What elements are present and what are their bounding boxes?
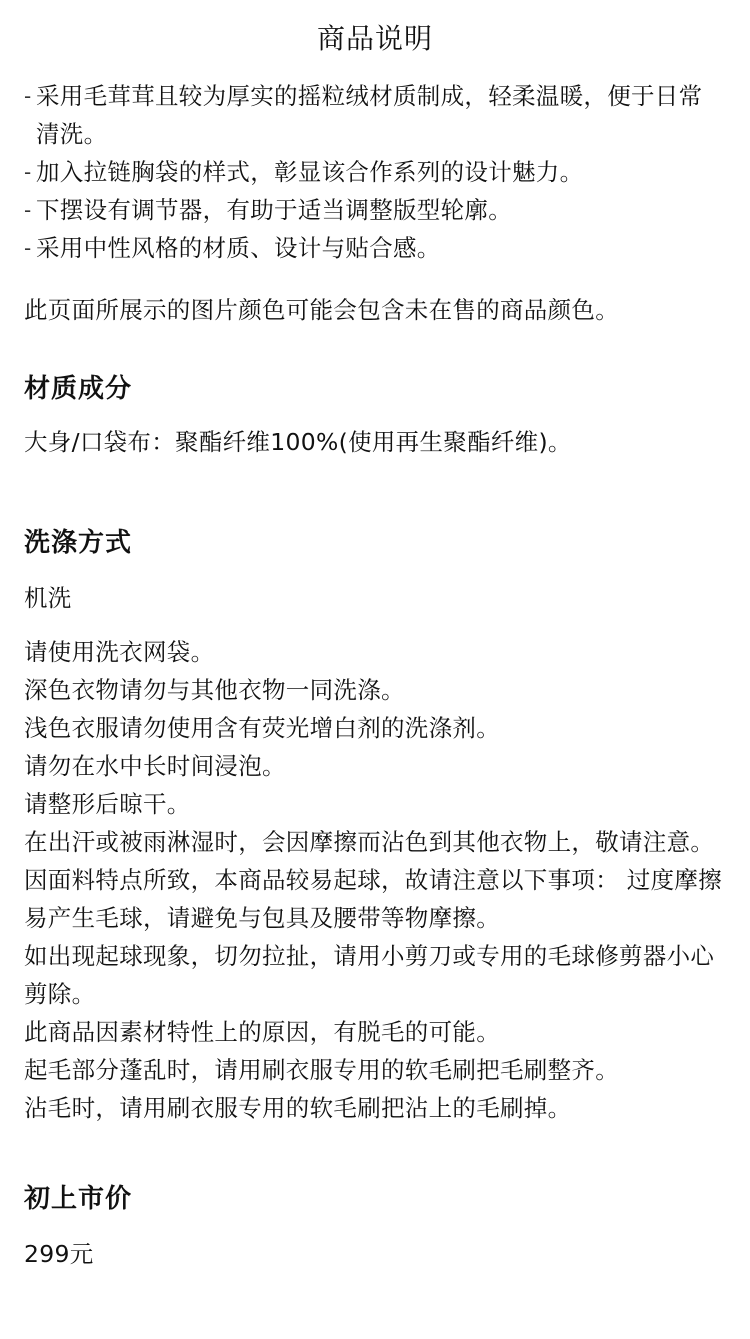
washing-instruction: 浅色衣服请勿使用含有荧光增白剂的洗涤剂。: [24, 714, 500, 742]
washing-instruction: 此商品因素材特性上的原因，有脱毛的可能。: [24, 1018, 500, 1046]
washing-method: 机洗: [24, 584, 72, 612]
feature-text: 采用中性风格的材质、设计与贴合感。: [36, 234, 441, 262]
feature-item: [24, 77, 726, 153]
washing-instructions: [24, 633, 726, 1127]
color-note: 此页面所展示的图片颜色可能会包含未在售的商品颜色。: [24, 296, 619, 324]
bullet-dash: -: [24, 198, 32, 222]
washing-instruction: 如出现起球现象，切勿拉扯，请用小剪刀或专用的毛球修剪器小心剪除。: [24, 942, 715, 1008]
feature-item: [24, 191, 726, 229]
feature-text: 加入拉链胸袋的样式，彰显该合作系列的设计魅力。: [36, 158, 584, 186]
bullet-dash: -: [24, 236, 32, 260]
feature-list: [24, 77, 726, 267]
price-heading: 初上市价: [24, 1184, 133, 1214]
price-value: 299元: [24, 1240, 94, 1268]
washing-instruction: 在出汗或被雨淋湿时，会因摩擦而沾色到其他衣物上，敬请注意。: [24, 828, 715, 856]
washing-instruction: 深色衣物请勿与其他衣物一同洗涤。: [24, 676, 405, 704]
feature-item: [24, 153, 726, 191]
bullet-dash: -: [24, 160, 32, 184]
feature-text: 下摆设有调节器，有助于适当调整版型轮廓。: [36, 196, 512, 224]
page-title: 商品说明: [316, 22, 433, 55]
washing-instruction: 起毛部分蓬乱时，请用刷衣服专用的软毛刷把毛刷整齐。: [24, 1056, 619, 1084]
feature-item: [24, 229, 726, 267]
material-heading: 材质成分: [24, 374, 133, 404]
material-text: 大身/口袋布：聚酯纤维100%(使用再生聚酯纤维)。: [24, 428, 572, 456]
washing-instruction: 沾毛时，请用刷衣服专用的软毛刷把沾上的毛刷掉。: [24, 1094, 572, 1122]
washing-instruction: 请整形后晾干。: [24, 790, 191, 818]
washing-instruction: 请勿在水中长时间浸泡。: [24, 752, 286, 780]
feature-text: 采用毛茸茸且较为厚实的摇粒绒材质制成，轻柔温暖，便于日常清洗。: [36, 82, 703, 148]
washing-heading: 洗涤方式: [24, 528, 133, 558]
washing-instruction: 因面料特点所致，本商品较易起球，故请注意以下事项： 过度摩擦易产生毛球，请避免与包具及腰带等物摩擦。: [24, 866, 722, 932]
bullet-dash: -: [24, 84, 32, 108]
washing-instruction: 请使用洗衣网袋。: [24, 638, 215, 666]
